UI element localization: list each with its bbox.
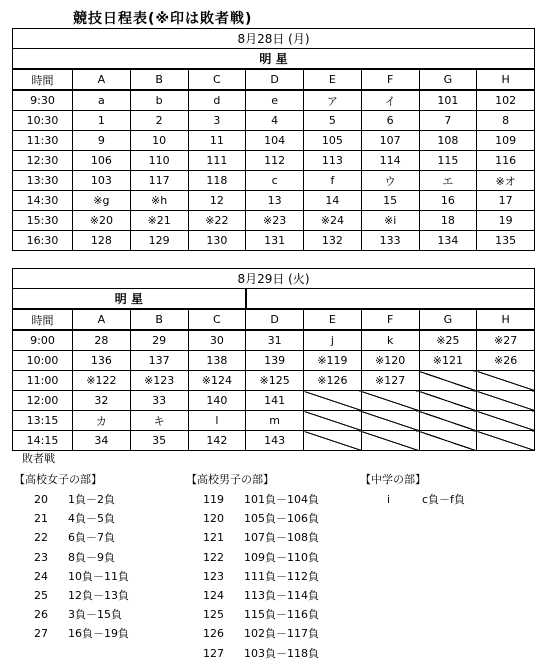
list-item [14,624,129,643]
match-cell: 13 [246,191,304,211]
time-cell: 14:15 [13,431,73,451]
empty-slashed-cell [361,391,419,411]
pairing: 12負－13負 [68,588,129,602]
match-cell: 114 [361,151,419,171]
column-header: F [361,69,419,90]
match-cell: ウ [361,171,419,191]
match-cell: 116 [477,151,535,171]
match-number: 125 [203,608,224,622]
match-cell: 131 [246,231,304,251]
match-cell: 104 [246,131,304,151]
list-item [14,586,129,605]
table-row [13,211,535,231]
match-cell: 9 [73,131,131,151]
empty-slashed-cell [477,391,535,411]
table-row [13,90,535,111]
match-cell: ※21 [130,211,188,231]
junior-heading: 【中学の部】 [360,473,426,486]
match-cell: 132 [304,231,362,251]
match-cell: 138 [188,351,246,371]
match-cell: 106 [73,151,131,171]
pairing: 115負－116負 [244,608,319,622]
junior-losers-list [360,470,465,509]
match-cell: 33 [130,391,188,411]
match-cell: 143 [246,431,304,451]
match-cell: 101 [419,90,477,111]
pairing: 102負－117負 [244,627,319,641]
venue-header: 明 星 [13,49,535,70]
match-cell: 11 [188,131,246,151]
match-cell: 133 [361,231,419,251]
match-cell: a [73,90,131,111]
match-cell: k [361,330,419,351]
pairing: 1負－2負 [68,493,115,506]
empty-slashed-cell [361,411,419,431]
list-item [14,567,129,586]
match-cell: 29 [130,330,188,351]
column-header: H [477,69,535,90]
empty-slashed-cell [304,411,362,431]
column-header: E [304,309,362,330]
match-cell: 19 [477,211,535,231]
girls-heading: 【高校女子の部】 [14,473,102,486]
match-cell: 10 [130,131,188,151]
match-number: 27 [34,627,48,641]
match-number: 120 [203,512,224,526]
match-cell: 6 [361,111,419,131]
column-header: C [188,69,246,90]
time-cell: 16:30 [13,231,73,251]
column-header: B [130,69,188,90]
match-cell: m [246,411,304,431]
match-cell: 115 [419,151,477,171]
pairing: 103負－118負 [244,646,319,660]
match-cell: ※125 [246,371,304,391]
column-header: A [73,309,131,330]
list-item [186,586,319,605]
table-row [13,231,535,251]
match-cell: 117 [130,171,188,191]
list-item [186,528,319,547]
match-cell: j [304,330,362,351]
table-row [13,151,535,171]
column-header: C [188,309,246,330]
match-cell: ※25 [419,330,477,351]
match-cell: 134 [419,231,477,251]
match-cell: 141 [246,391,304,411]
match-cell: ※22 [188,211,246,231]
pairing: 101負－104負 [244,493,319,506]
column-header: G [419,309,477,330]
match-cell: ※h [130,191,188,211]
match-cell: ※126 [304,371,362,391]
time-cell: 15:30 [13,211,73,231]
match-number: 127 [203,646,224,660]
match-cell: 112 [246,151,304,171]
girls-losers-list [14,470,129,644]
list-item [14,528,129,547]
match-cell: ※124 [188,371,246,391]
losers-label: 敗者戦 [22,452,55,465]
match-number: 24 [34,569,48,583]
match-cell: 15 [361,191,419,211]
match-cell: 28 [73,330,131,351]
empty-slashed-cell [419,411,477,431]
match-cell: 107 [361,131,419,151]
date-header: 8月29日 (火) [13,269,535,289]
page-title: 競技日程表(※印は敗者戦) [73,11,253,27]
match-number: 23 [34,550,48,564]
match-cell: 105 [304,131,362,151]
match-cell: l [188,411,246,431]
time-cell: 11:00 [13,371,73,391]
match-cell: 35 [130,431,188,451]
column-header: 時間 [13,309,73,330]
empty-slashed-cell [419,431,477,451]
table-row [13,171,535,191]
list-item [14,605,129,624]
column-header: H [477,309,535,330]
list-item [186,490,319,509]
match-cell: 129 [130,231,188,251]
match-cell: 139 [246,351,304,371]
match-cell: 137 [130,351,188,371]
match-cell: 7 [419,111,477,131]
empty-slashed-cell [477,431,535,451]
match-cell: 128 [73,231,131,251]
list-item [186,624,319,643]
match-cell: 111 [188,151,246,171]
match-cell: ※120 [361,351,419,371]
match-cell: 4 [246,111,304,131]
empty-slashed-cell [304,391,362,411]
table-row [13,111,535,131]
pairing: 10負－11負 [68,569,129,583]
pairing: 107負－108負 [244,531,319,545]
match-cell: 17 [477,191,535,211]
match-cell: 16 [419,191,477,211]
table-row [13,371,535,391]
match-cell: d [188,90,246,111]
pairing: 109負－110負 [244,550,319,564]
match-cell: 118 [188,171,246,191]
time-cell: 13:30 [13,171,73,191]
time-cell: 10:30 [13,111,73,131]
match-cell: 102 [477,90,535,111]
column-header: F [361,309,419,330]
time-cell: 9:30 [13,90,73,111]
match-cell: ※i [361,211,419,231]
time-cell: 12:00 [13,391,73,411]
match-cell: ※24 [304,211,362,231]
match-number: 126 [203,627,224,641]
schedule-table-day1 [12,28,535,251]
list-item [186,605,319,624]
pairing: 105負－106負 [244,512,319,526]
match-cell: カ [73,411,131,431]
pairing: 111負－112負 [244,569,319,583]
column-header: D [246,309,304,330]
column-header: G [419,69,477,90]
match-cell: キ [130,411,188,431]
match-cell: b [130,90,188,111]
match-cell: 31 [246,330,304,351]
match-cell: 32 [73,391,131,411]
match-cell: ※27 [477,330,535,351]
match-cell: エ [419,171,477,191]
match-number: 121 [203,531,224,545]
list-item [14,490,129,509]
pairing: 3負－15負 [68,608,122,622]
column-header: D [246,69,304,90]
match-number: 122 [203,550,224,564]
match-number: 20 [34,493,48,506]
match-cell: 1 [73,111,131,131]
time-cell: 13:15 [13,411,73,431]
match-number: i [386,493,390,506]
match-cell: 12 [188,191,246,211]
empty-slashed-cell [361,431,419,451]
match-cell: ア [304,90,362,111]
match-cell: c [246,171,304,191]
table-row [13,411,535,431]
column-header: A [73,69,131,90]
match-cell: 5 [304,111,362,131]
match-cell: 140 [188,391,246,411]
match-cell: ※127 [361,371,419,391]
list-item [14,509,129,528]
table-row [13,330,535,351]
list-item [186,567,319,586]
time-cell: 14:30 [13,191,73,211]
column-header: 時間 [13,69,73,90]
time-cell: 9:00 [13,330,73,351]
time-cell: 11:30 [13,131,73,151]
match-cell: ※121 [419,351,477,371]
match-cell: 8 [477,111,535,131]
match-cell: ※オ [477,171,535,191]
boys-losers-list [186,470,319,663]
pairing: 6負－7負 [68,531,115,545]
match-cell: 30 [188,330,246,351]
match-number: 22 [34,531,48,545]
match-cell: 2 [130,111,188,131]
match-cell: イ [361,90,419,111]
match-cell: 142 [188,431,246,451]
match-cell: 130 [188,231,246,251]
match-cell: 3 [188,111,246,131]
match-cell: ※123 [130,371,188,391]
match-cell: 136 [73,351,131,371]
list-item [14,548,129,567]
empty-slashed-cell [419,371,477,391]
table-row [13,191,535,211]
table-row [13,391,535,411]
schedule-table-day2 [12,268,535,451]
match-cell: 18 [419,211,477,231]
match-cell: e [246,90,304,111]
venue-header: 明 星 [13,289,246,310]
table-row [13,351,535,371]
match-cell: 34 [73,431,131,451]
match-cell: ※23 [246,211,304,231]
match-cell: ※g [73,191,131,211]
match-number: 123 [203,569,224,583]
match-cell: 108 [419,131,477,151]
match-cell: ※122 [73,371,131,391]
list-item [186,548,319,567]
boys-heading: 【高校男子の部】 [186,473,274,486]
pairing: c負－f負 [422,493,465,506]
match-cell: 103 [73,171,131,191]
list-item [360,490,465,509]
match-cell: f [304,171,362,191]
list-item [186,509,319,528]
empty-slashed-cell [477,411,535,431]
match-cell: ※119 [304,351,362,371]
pairing: 113負－114負 [244,588,319,602]
match-number: 26 [34,608,48,622]
match-number: 25 [34,588,48,602]
match-number: 119 [203,493,224,506]
empty-slashed-cell [419,391,477,411]
venue-blank [246,289,535,310]
pairing: 8負－9負 [68,550,115,564]
empty-slashed-cell [304,431,362,451]
table-row [13,131,535,151]
match-cell: ※20 [73,211,131,231]
match-cell: 14 [304,191,362,211]
match-cell: 109 [477,131,535,151]
date-header: 8月28日 (月) [13,29,535,49]
match-cell: 113 [304,151,362,171]
pairing: 16負－19負 [68,627,129,641]
match-number: 21 [34,512,48,526]
time-cell: 10:00 [13,351,73,371]
column-header: B [130,309,188,330]
empty-slashed-cell [477,371,535,391]
time-cell: 12:30 [13,151,73,171]
match-number: 124 [203,588,224,602]
pairing: 4負－5負 [68,512,115,526]
match-cell: ※26 [477,351,535,371]
column-header: E [304,69,362,90]
table-row [13,431,535,451]
match-cell: 135 [477,231,535,251]
match-cell: 110 [130,151,188,171]
